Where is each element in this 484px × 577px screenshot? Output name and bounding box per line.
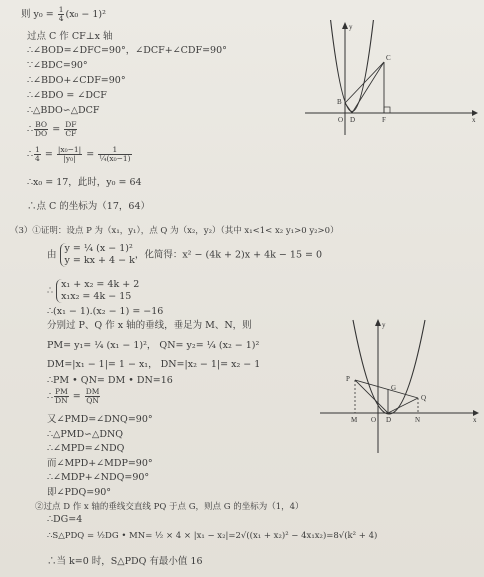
denominator: 4 [58, 14, 64, 23]
line-19: ∴PM • QN= DM • DN=16 [47, 375, 173, 386]
text: 则 y₀ = [21, 9, 57, 20]
line-30: ∴当 k=0 时，S△PDQ 有最小值 16 [47, 556, 203, 567]
label-g: G [391, 384, 397, 392]
line-9 [27, 146, 133, 163]
line-18: DM=|x₁ − 1|= 1 − x₁， DN=|x₂ − 1|= x₂ − 1 [47, 359, 261, 370]
fraction [34, 121, 48, 138]
right-angle-mark [384, 107, 390, 113]
fraction [54, 388, 69, 405]
label-o: O [371, 416, 377, 424]
line-5: ∴∠BDO+∠CDF=90° [27, 75, 126, 86]
label-c: C [386, 54, 391, 62]
label-y: y [349, 23, 353, 31]
line-15: ∴(x₁ − 1).(x₂ − 1) = −16 [47, 306, 164, 317]
label-x: x [473, 416, 477, 424]
denominator: DO [35, 129, 48, 138]
label-p: P [346, 375, 350, 383]
line-12: （3）①证明：设点 P 为（x₁，y₁），点 Q 为（x₂，y₂）（其中 x₁<1< x₂ y₁>0 y₂>0） [10, 226, 339, 236]
text: ∴ [27, 149, 34, 160]
line-25: ∴∠MDP+∠NDQ=90° [47, 472, 150, 483]
line-2: 过点 C 作 CF⊥x 轴 [27, 31, 113, 42]
segment-dc [352, 62, 384, 113]
line-27: ②过点 D 作 x 轴的垂线交直线 PQ 于点 G，则点 G 的坐标为（1，4） [35, 502, 304, 512]
numerator: 1 [58, 5, 64, 14]
equation: x₁x₂ = 4k − 15 [61, 291, 132, 302]
y-axis-arrow [375, 319, 381, 326]
numerator: 1 [98, 146, 131, 155]
line-17: PM= y₁= ¼ (x₁ − 1)²， QN= y₂= ¼ (x₂ − 1)² [47, 340, 260, 351]
line-4: ∵∠BDC=90° [27, 60, 88, 71]
fraction [98, 146, 131, 163]
line-20 [47, 388, 101, 405]
line-11: ∴点 C 的坐标为（17，64） [27, 201, 150, 212]
denominator: QN [86, 396, 99, 405]
numerator: BO [35, 120, 48, 129]
text: ，化简得：x² − (4k + 2)x + 4k − 15 = 0 [134, 249, 323, 261]
fraction [34, 146, 41, 163]
line-29: ∴S△PDQ = ½DG • MN= ½ × 4 × |x₁ − x₂|=2√((x₁ + x₂)² − 4x₁x₂)=8√(k² + 4) [47, 531, 378, 541]
equation: y = kx + 4 − k [64, 255, 135, 266]
line-10: ∴x₀ = 17，此时，y₀ = 64 [27, 177, 142, 188]
label-o: O [338, 116, 344, 124]
denominator: DN [55, 396, 68, 405]
text: 由 [47, 249, 57, 261]
line-28: ∴DG=4 [47, 514, 83, 525]
fraction [64, 121, 77, 138]
line-7: ∴△BDO∽△DCF [27, 105, 100, 116]
numerator: 1 [35, 145, 40, 154]
text: ∴ [47, 285, 54, 297]
segment-bc [345, 62, 384, 103]
line-3: ∴∠BOD=∠DFC=90°，∠DCF+∠CDF=90° [27, 45, 227, 56]
numerator: PM [55, 387, 68, 396]
line-21: 又∠PMD=∠DNQ=90° [47, 414, 153, 425]
line-24: 而∠MPD+∠MDP=90° [47, 458, 153, 469]
line-14 [47, 279, 139, 303]
equation: y = ¼ (x − 1)² [64, 243, 133, 254]
line-23: ∴∠MPD=∠NDQ [47, 443, 125, 454]
figure-1-parabola [300, 20, 480, 140]
line-16: 分别过 P、Q 作 x 轴的垂线，垂足为 M、N，则 [47, 320, 252, 331]
text: = [69, 391, 84, 402]
figure-2-parabola [315, 318, 480, 458]
text: = [41, 149, 56, 160]
equation: x₁ + x₂ = 4k + 2 [61, 279, 140, 290]
fraction [58, 6, 65, 23]
line-26: 即∠PDQ=90° [47, 487, 112, 498]
numerator: DF [65, 120, 77, 129]
denominator: ¼(x₀−1) [99, 154, 131, 163]
label-m: M [351, 416, 358, 424]
fraction [57, 146, 82, 163]
label-d: D [386, 416, 392, 424]
numerator: |x₀−1| [57, 145, 82, 154]
equation-system [60, 243, 135, 267]
line-6: ∴∠BDO = ∠DCF [27, 90, 107, 101]
label-n: N [415, 416, 421, 424]
equation-system [56, 279, 139, 303]
fraction [85, 388, 101, 405]
label-f: F [382, 116, 386, 124]
denominator: 4 [35, 154, 40, 163]
line-1 [21, 6, 106, 23]
denominator: CF [65, 129, 77, 138]
label-q: Q [421, 394, 427, 402]
numerator: DM [85, 387, 100, 396]
denominator: |y₀| [63, 154, 76, 163]
text: ∴ [27, 124, 34, 135]
label-d: D [350, 116, 356, 124]
y-axis-arrow [342, 22, 348, 29]
line-13 [47, 243, 322, 267]
text: ∴ [47, 391, 54, 402]
line-8 [27, 121, 78, 138]
label-y: y [382, 321, 386, 329]
segment-bd [345, 103, 352, 113]
text: = [49, 124, 64, 135]
label-b: B [337, 98, 342, 106]
line-22: ∴△PMD∽△DNQ [47, 429, 124, 440]
label-x: x [472, 116, 476, 124]
text: (x₀ − 1)² [65, 9, 106, 20]
text: = [83, 149, 98, 160]
